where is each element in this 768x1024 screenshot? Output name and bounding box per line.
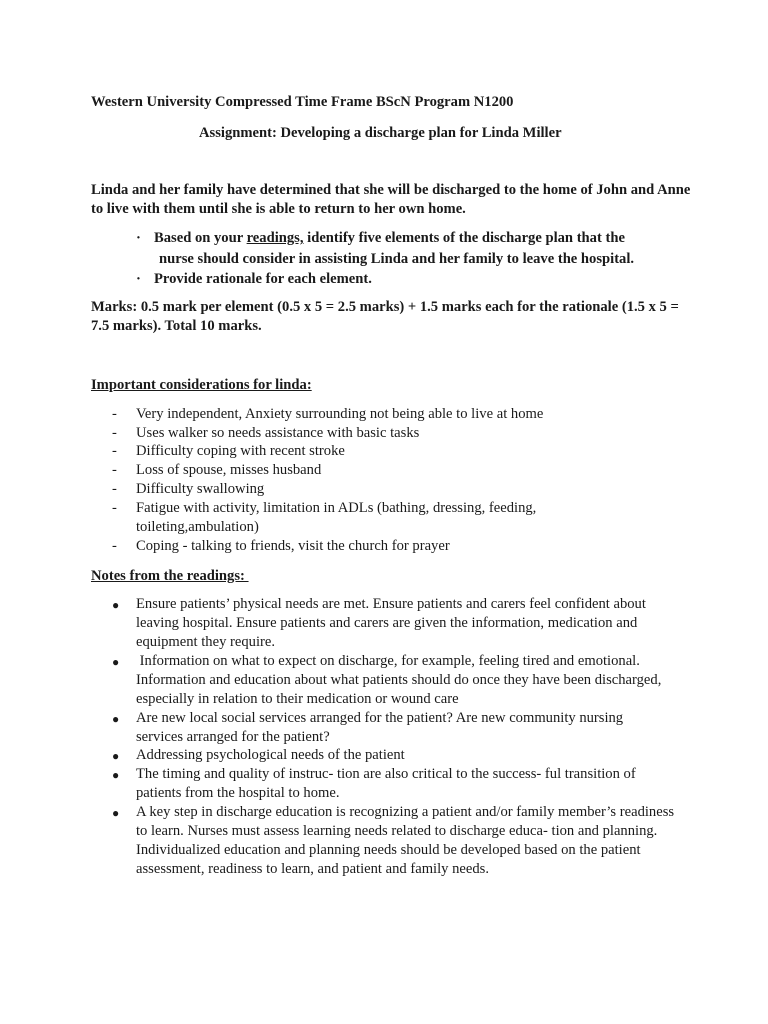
list-item: Difficulty swallowing — [136, 481, 265, 497]
list-item: Coping - talking to friends, visit the church for prayer — [136, 538, 450, 554]
intro-paragraph: Linda and her family have determined that she will be discharged to the home of John and Anne to live with them until she is able to return to her own home. — [91, 182, 691, 217]
dash-marker: - — [112, 538, 117, 554]
bullet-marker: ● — [112, 749, 120, 763]
list-item: Fatigue with activity, limitation in ADLs (bathing, dressing, feeding, toileting,ambulation) — [136, 500, 537, 535]
list-item: Ensure patients’ physical needs are met. Ensure patients and carers feel confident about leaving hospital. Ensure patients and carers are given the information, medication and equipment they require. — [136, 596, 646, 650]
list-item: Information on what to expect on discharge, for example, feeling tired and emotional. Information and education about what patients should do once they have been discharged, especially in relation to their medication or wound care — [136, 653, 666, 707]
notes-heading: Notes from the readings: — [91, 568, 249, 584]
list-item: Are new local social services arranged for the patient? Are new community nursing services arranged for the patient? — [136, 710, 624, 745]
dash-marker: - — [112, 406, 117, 422]
list-item: Loss of spouse, misses husband — [136, 462, 322, 478]
list-item: A key step in discharge education is recognizing a patient and/or family member’s readiness to learn. Nurses must assess learning needs related to discharge educa- tion and planning. Individualized education and planning needs should be developed based on the patient assessment, readiness to learn, and patient and family needs. — [136, 804, 675, 877]
task-1-line-2: nurse should consider in assisting Linda and her family to leave the hospital. — [159, 251, 635, 267]
dash-marker: - — [112, 462, 117, 478]
list-item: Addressing psychological needs of the patient — [136, 747, 405, 763]
assignment-title: Assignment: Developing a discharge plan for Linda Miller — [199, 125, 562, 141]
list-item: Uses walker so needs assistance with basic tasks — [136, 425, 420, 441]
task-1-text-end: identify five elements of the discharge plan that the — [303, 230, 625, 246]
readings-underlined: readings, — [246, 230, 304, 246]
task-bullet: · — [136, 271, 141, 287]
program-line: Western University Compressed Time Frame BScN Program N1200 — [91, 94, 514, 110]
bullet-marker: ● — [112, 712, 120, 726]
marks-paragraph: Marks: 0.5 mark per element (0.5 x 5 = 2.5 marks) + 1.5 marks each for the rationale (1.5 x 5 = 7.5 marks). Total 10 marks. — [91, 299, 679, 334]
bullet-marker: ● — [112, 806, 120, 820]
task-bullet: · — [136, 230, 141, 246]
dash-marker: - — [112, 443, 117, 459]
considerations-heading: Important considerations for linda: — [91, 377, 312, 393]
task-1-text-start: Based on your — [154, 230, 247, 246]
list-item: Very independent, Anxiety surrounding not being able to live at home — [136, 406, 544, 422]
dash-marker: - — [112, 500, 117, 516]
dash-marker: - — [112, 425, 117, 441]
dash-marker: - — [112, 481, 117, 497]
list-item: Difficulty coping with recent stroke — [136, 443, 345, 459]
list-item: The timing and quality of instruc- tion are also critical to the success- ful transition of patients from the hospital to home. — [136, 766, 636, 801]
bullet-marker: ● — [112, 768, 120, 782]
task-2: Provide rationale for each element. — [154, 271, 372, 287]
bullet-marker: ● — [112, 655, 120, 669]
task-1-line-1 — [154, 229, 625, 248]
bullet-marker: ● — [112, 598, 120, 612]
